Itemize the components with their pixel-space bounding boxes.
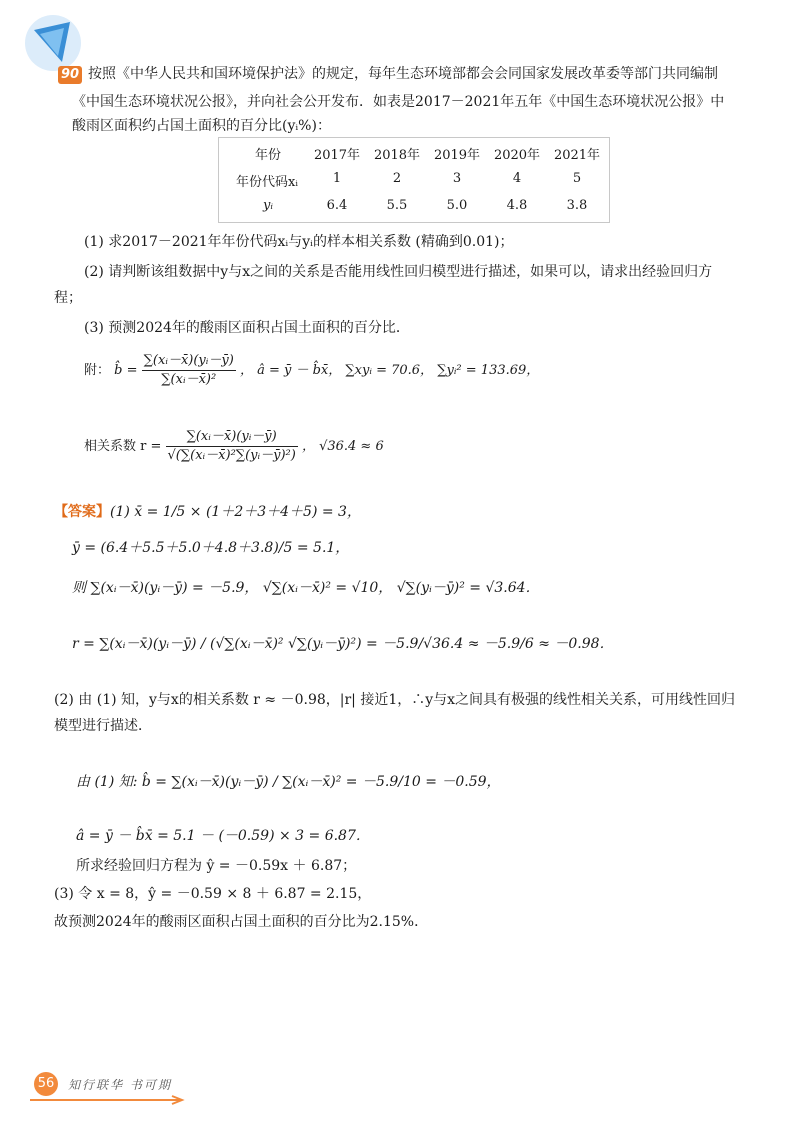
table-cell: 4.8	[506, 198, 528, 213]
table-cell: 5	[572, 171, 582, 186]
b-hat-fraction	[142, 352, 236, 389]
r-denominator: √(∑(xᵢ－x̄)²∑(yᵢ－ȳ)²)	[167, 448, 296, 463]
question-line-2: 《中国生态环境状况公报》，并向社会公开发布．如表是2017－2021年五年《中国生态环境状况公报》中	[72, 94, 725, 110]
correlation-formula	[84, 428, 384, 465]
table-header-cell: 2020年	[493, 148, 541, 163]
appendix-formulas	[84, 352, 539, 389]
table-cell: 2	[392, 171, 402, 186]
answer-tag: 【答案】	[54, 504, 110, 520]
answer-line-10: (3) 令 x = 8，ŷ = －0.59 × 8 ＋ 6.87 = 2.15，	[54, 886, 372, 902]
table-header-cell: 2017年	[313, 148, 361, 163]
question-part-2: (2) 请判断该组数据中y与x之间的关系是否能用线性回归模型进行描述，如果可以，请求出经验回归方	[84, 264, 713, 280]
r-tail: ， √36.4 ≈ 6	[301, 439, 384, 454]
page-number: 56	[34, 1072, 58, 1096]
answer-line-1	[54, 502, 361, 522]
answer-line-2: ȳ = (6.4＋5.5＋5.0＋4.8＋3.8)/5 = 5.1，	[72, 540, 350, 556]
answer-line-9: 所求经验回归方程为 ŷ = －0.59x ＋ 6.87；	[76, 858, 357, 874]
table-cell: 3.8	[566, 198, 588, 213]
answer-line-3: 则 ∑(xᵢ－x̄)(yᵢ－ȳ) = －5.9， √∑(xᵢ－x̄)² = √10， √∑(yᵢ－ȳ)² = √3.64．	[72, 580, 540, 596]
answer-line-11: 故预测2024年的酸雨区面积占国土面积的百分比为2.15%．	[54, 914, 429, 930]
data-table	[218, 137, 610, 223]
footer-motto: 知行联华 书可期	[68, 1078, 172, 1092]
answer-line-6: 模型进行描述．	[54, 718, 152, 734]
table-cell: 6.4	[326, 198, 348, 213]
answer-text: (1) x̄ = 1/5 × (1＋2＋3＋4＋5) = 3，	[110, 504, 361, 520]
b-hat-lhs: b̂ =	[114, 363, 138, 378]
r-fraction	[166, 428, 298, 465]
answer-line-4: r = ∑(xᵢ－x̄)(yᵢ－ȳ) / (√∑(xᵢ－x̄)² √∑(yᵢ－ȳ)²) = －5.9/√36.4 ≈ －5.9/6 ≈ －0.98．	[72, 636, 614, 652]
table-cell: 3	[452, 171, 462, 186]
table-cell: 5.5	[386, 198, 408, 213]
answer-line-5: (2) 由 (1) 知，y与x的相关系数 r ≈ －0.98，|r| 接近1，∴y与x之间具有极强的线性相关关系，可用线性回归	[54, 692, 736, 708]
r-numerator: ∑(xᵢ－x̄)(yᵢ－ȳ)	[166, 428, 298, 447]
question-part-2-cont: 程；	[54, 290, 82, 306]
appendix-rest: ， â = ȳ － b̂x̄， ∑xyᵢ = 70.6， ∑yᵢ² = 133.69，	[239, 363, 540, 378]
table-cell: 5.0	[446, 198, 468, 213]
question-line-1: 按照《中华人民共和国环境保护法》的规定，每年生态环境部都会会同国家发展改革委等部门共同编制	[88, 66, 718, 82]
table-cell: 年份代码xᵢ	[236, 175, 298, 190]
question-part-1: (1) 求2017－2021年年份代码xᵢ与yᵢ的样本相关系数 (精确到0.01)；	[84, 234, 514, 250]
answer-line-8: â = ȳ － b̂x̄ = 5.1 － (－0.59) × 3 = 6.87．	[76, 828, 370, 844]
table-cell: 4	[512, 171, 522, 186]
question-number-badge: 90	[58, 66, 82, 84]
table-header-cell: 2018年	[373, 148, 421, 163]
book-logo-icon	[22, 12, 84, 74]
appendix-label: 附：	[84, 363, 111, 378]
table-header-cell: 2021年	[553, 148, 601, 163]
question-line-3: 酸雨区面积约占国土面积的百分比(yᵢ%)：	[72, 118, 331, 134]
r-label: 相关系数 r =	[84, 439, 162, 454]
table-header-cell: 年份	[254, 148, 281, 163]
table-cell: 1	[332, 171, 342, 186]
answer-line-7: 由 (1) 知: b̂ = ∑(xᵢ－x̄)(yᵢ－ȳ) / ∑(xᵢ－x̄)² = －5.9/10 = －0.59，	[76, 774, 501, 790]
table-cell: yᵢ	[263, 198, 273, 213]
b-hat-denominator: ∑(xᵢ－x̄)²	[161, 372, 217, 387]
table-header-cell: 2019年	[433, 148, 481, 163]
b-hat-numerator: ∑(xᵢ－x̄)(yᵢ－ȳ)	[142, 352, 236, 371]
question-part-3: (3) 预测2024年的酸雨区面积占国土面积的百分比．	[84, 320, 410, 336]
